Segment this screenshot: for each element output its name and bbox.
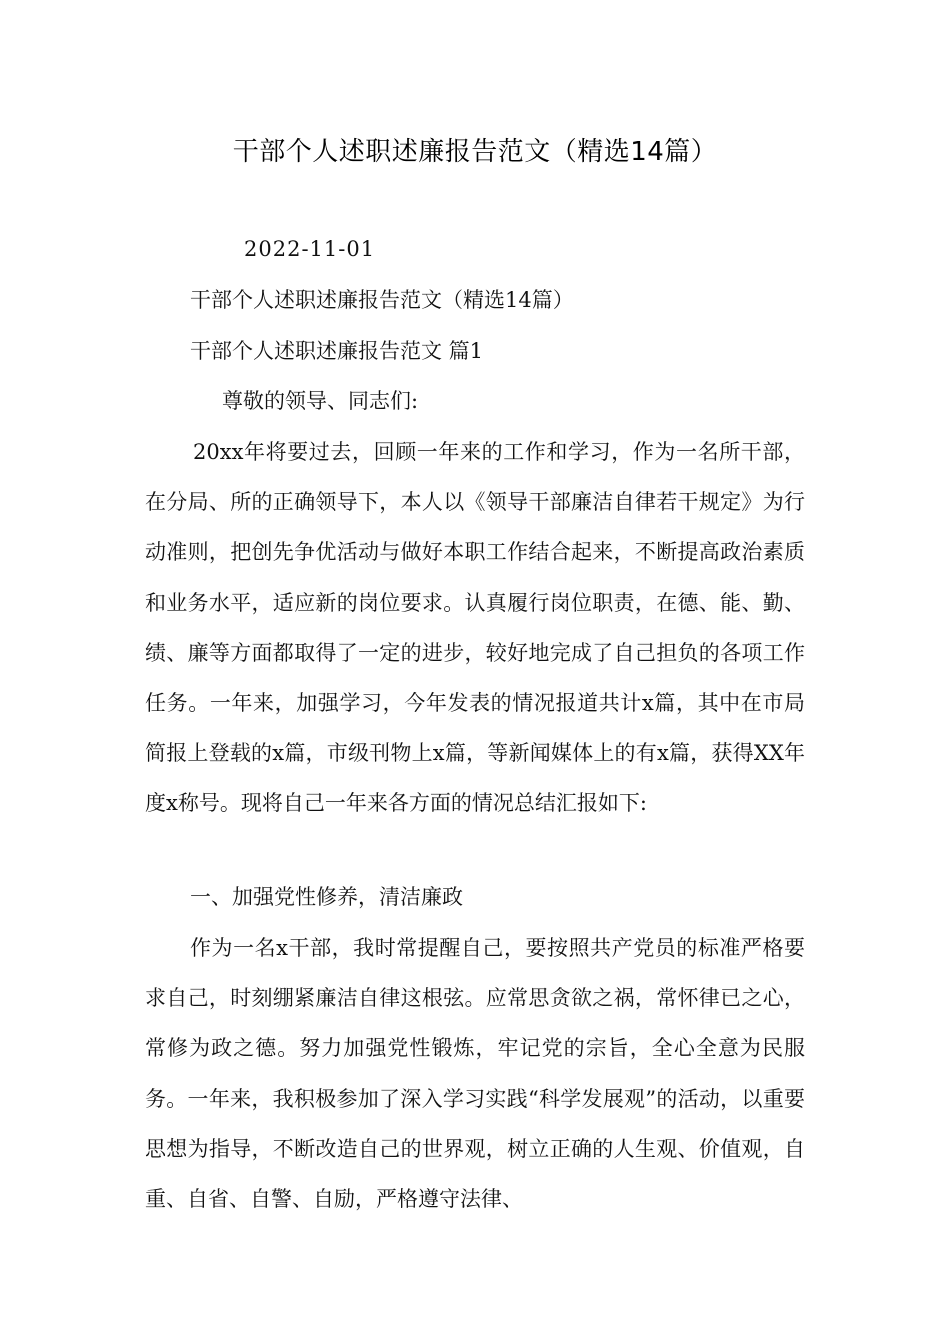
document-subtitle: 干部个人述职述廉报告范文（精选14篇）	[190, 288, 574, 312]
document-title: 干部个人述职述廉报告范文（精选14篇）	[232, 137, 718, 167]
heading-1: 一、加强党性修养，清洁廉政	[190, 885, 463, 909]
paragraph-1: 20xx年将要过去，回顾一年来的工作和学习，作为一名所干部，在分局、所的正确领导下，本人以《领导干部廉洁自律若干规定》为行动准则，把创先争优活动与做好本职工作结合起来，不断提高政治素质和业务水平，适应新的岗位要求。认真履行岗位职责，在德、能、勤、绩、廉等方面都取得了一定的进步，较好地完成了自己担负的各项工作任务。一年来，加强学习，今年发表的情况报道共计x篇，其中在市局简报上登载的x篇，市级刊物上x篇，等新闻媒体上的有x篇，获得XX年度x称号。现将自己一年来各方面的情况总结汇报如下:	[145, 440, 805, 816]
salutation: 尊敬的领导、同志们:	[222, 389, 419, 413]
document-date: 2022-11-01	[244, 237, 376, 261]
section-title: 干部个人述职述廉报告范文 篇1	[190, 339, 484, 363]
paragraph-2: 作为一名x干部，我时常提醒自己，要按照共产党员的标准严格要求自己，时刻绷紧廉洁自律这根弦。应常思贪欲之祸，常怀律已之心，常修为政之德。努力加强党性锻炼，牢记党的宗旨，全心全意为民服务。一年来，我积极参加了深入学习实践“科学发展观”的活动，以重要思想为指导，不断改造自己的世界观，树立正确的人生观、价值观，自重、自省、自警、自励，严格遵守法律、	[145, 936, 805, 1212]
